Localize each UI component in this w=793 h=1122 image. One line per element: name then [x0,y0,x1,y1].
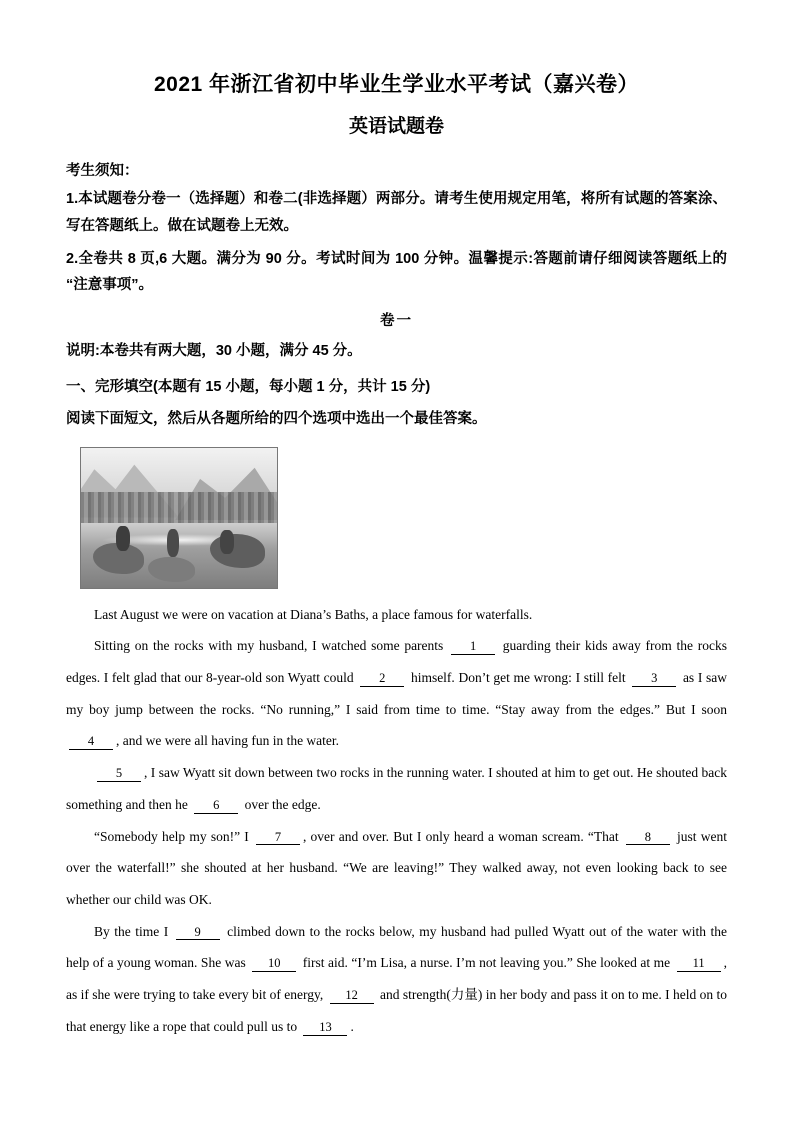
notice-heading: 考生须知： [66,163,139,179]
paragraph-indent [66,765,94,780]
cloze-blank-12[interactable]: 12 [330,989,374,1004]
passage-text: , as if she were trying to take every bit of energy, [66,955,727,1003]
passage-paragraph [66,630,727,757]
waterfall-illustration [80,447,278,589]
person-left [116,526,130,551]
passage-paragraph [66,916,727,1043]
notice-item-1: 1.本试题卷分卷一（选择题）和卷二(非选择题）两部分。请考生使用规定用笔，将所有试题的答案涂、写在答题纸上。做在试题卷上无效。 [66,191,727,234]
page-subtitle: 英语试题卷 [348,115,444,137]
cloze-blank-8[interactable]: 8 [626,831,670,846]
cloze-blank-10[interactable]: 10 [252,957,296,972]
cloze-blank-9[interactable]: 9 [176,926,220,941]
paragraph-indent [66,607,94,622]
passage-text: as I saw my boy jump between the rocks. “No running,” I said from time to time. “Stay away from the edges.” But I soon [66,669,727,717]
passage-text: By the time I [94,923,173,939]
cloze-blank-4[interactable]: 4 [69,735,113,750]
cloze-blank-11[interactable]: 11 [677,957,721,972]
passage-text: and strength(力量) in her body and pass it on to me. I held on to that energy like a rope that could pull us to [66,987,727,1034]
cloze-blank-2[interactable]: 2 [360,672,404,687]
cloze-blank-13[interactable]: 13 [303,1021,347,1036]
cloze-blank-6[interactable]: 6 [194,799,238,814]
passage-text: Sitting on the rocks with my husband, I watched some parents [94,638,449,654]
passage-figure-wrapper [80,447,727,589]
tree-line [81,492,277,523]
section-instruction: 阅读下面短文，然后从各题所给的四个选项中选出一个最佳答案。 [66,411,487,428]
passage-text: guarding their kids away from the rocks edges. I felt glad that our 8-year-old son Wyatt could [66,638,727,685]
passage-text: over the edge. [241,796,321,812]
part-label: 卷一 [380,313,413,330]
page-title: 2021 年浙江省初中毕业生学业水平考试（嘉兴卷） [153,73,640,96]
notice-item-2: 2.全卷共 8 页,6 大题。满分为 90 分。考试时间为 100 分钟。温馨提示:答题前请仔细阅读答题纸上的 “注意事项”。 [66,250,727,294]
cloze-blank-7[interactable]: 7 [256,831,300,846]
paragraph-indent [66,924,94,939]
part-description: 说明:本卷共有两大题，30 小题，满分 45 分。 [66,343,362,360]
passage-paragraph [66,821,727,916]
passage-paragraph [66,757,727,820]
cloze-blank-5[interactable]: 5 [97,767,141,782]
person-right [220,530,234,554]
passage-text: himself. Don’t get me wrong: I still felt [407,669,630,685]
passage-text: , over and over. But I only heard a woman scream. “That [302,828,623,844]
passage-text: , and we were all having fun in the water. [116,733,340,749]
passage-text: climbed down to the rocks below, my husband had pulled Wyatt out of the water with the help of a young woman. She was [66,923,727,971]
section-heading-cloze: 一、完形填空(本题有 15 小题，每小题 1 分，共计 15 分) [66,379,431,396]
passage-text: first aid. “I’m Lisa, a nurse. I’m not leaving you.” She looked at me [299,955,674,971]
passage-text: Last August we were on vacation at Diana’s Baths, a place famous for waterfalls. [94,606,533,622]
person-center [167,529,179,557]
paragraph-indent [66,638,94,653]
cloze-blank-1[interactable]: 1 [451,640,495,655]
paragraph-indent [66,829,94,844]
passage-text: , I saw Wyatt sit down between two rocks in the running water. I shouted at him to get out. He shouted back something and then he [66,765,727,812]
passage-text: just went over the waterfall!” she shouted at her husband. “We are leaving!” They walked away, not even looking back to see whether our child was OK. [66,828,727,907]
passage-text: “Somebody help my son!” I [94,828,253,844]
passage-paragraph [66,599,727,631]
cloze-blank-3[interactable]: 3 [632,672,676,687]
cloze-passage [66,599,727,1043]
passage-text: . [350,1018,354,1034]
